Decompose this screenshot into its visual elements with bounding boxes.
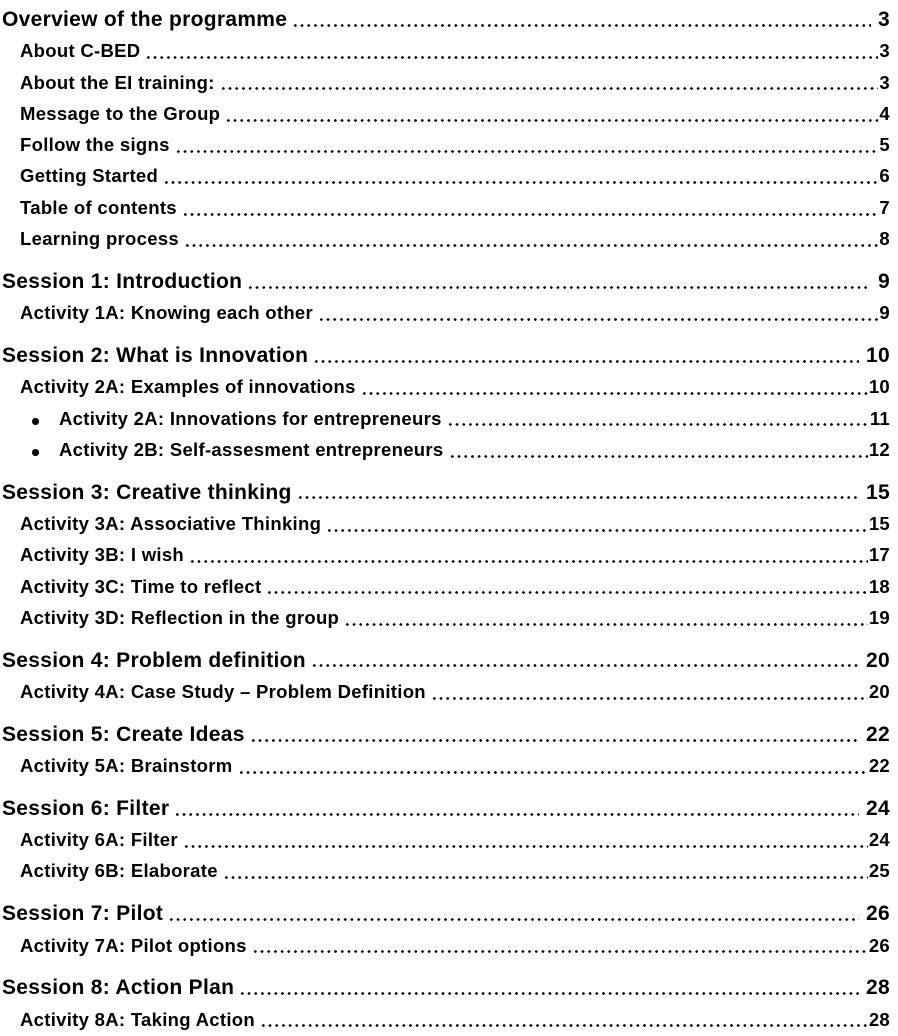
- toc-entry-row[interactable]: [2, 719, 890, 750]
- toc-entry-row[interactable]: [2, 297, 890, 328]
- toc-entry-label: Session 5: Create Ideas: [2, 722, 245, 746]
- toc-entry-page-number: 6: [879, 165, 890, 187]
- toc-entry-label: Table of contents: [20, 196, 177, 218]
- toc-entry-page-number: 20: [868, 680, 890, 702]
- toc-entry-row[interactable]: [2, 824, 890, 855]
- toc-entry-row[interactable]: [2, 371, 890, 402]
- toc-entry-label: Session 7: Pilot: [2, 902, 164, 926]
- toc-entry-label: Session 4: Problem definition: [2, 648, 306, 672]
- toc-entry-page-number: 28: [868, 1008, 890, 1030]
- dot-leader: [318, 318, 878, 321]
- toc-entry-page-number: 26: [868, 934, 890, 956]
- toc-entry-label: Activity 3B: I wish: [20, 544, 185, 566]
- dot-leader: [297, 496, 859, 499]
- toc-entry-page-number: 15: [866, 480, 890, 504]
- toc-entry-label: Activity 3C: Time to reflect: [20, 575, 262, 597]
- toc-entry-row[interactable]: [2, 434, 890, 465]
- toc-entry-page-number: 24: [866, 796, 890, 820]
- dot-leader: [225, 119, 878, 122]
- toc-entry-row[interactable]: [2, 571, 890, 602]
- toc-entry-page-number: 10: [868, 376, 890, 398]
- toc-entry-page-number: 3: [879, 71, 890, 93]
- dot-leader: [183, 845, 868, 848]
- toc-entry-row[interactable]: [2, 403, 890, 434]
- toc-entry-label: Activity 2A: Innovations for entrepreneurs: [59, 407, 442, 429]
- toc-entry-label: Activity 7A: Pilot options: [20, 934, 247, 956]
- toc-entry-page-number: 24: [868, 829, 890, 851]
- toc-entry-page-number: 9: [879, 302, 890, 324]
- dot-leader: [313, 360, 859, 363]
- toc-entry-page-number: 17: [868, 544, 890, 566]
- toc-entry-label: Session 3: Creative thinking: [2, 480, 292, 504]
- toc-entry-page-number: 3: [878, 8, 890, 31]
- dot-leader: [189, 560, 868, 563]
- toc-entry-page-number: 25: [868, 860, 890, 882]
- toc-entry-row[interactable]: [2, 98, 890, 129]
- dot-leader: [223, 876, 868, 879]
- dot-leader: [292, 24, 871, 27]
- dot-leader: [247, 286, 871, 289]
- dot-leader: [239, 992, 859, 995]
- dot-leader: [449, 455, 868, 458]
- bullet-icon: [32, 403, 59, 434]
- toc-page: [2, 4, 890, 1035]
- toc-entry-label: Session 2: What is Innovation: [2, 343, 309, 367]
- dot-leader: [266, 591, 867, 594]
- toc-entry-page-number: 10: [866, 343, 890, 367]
- toc-entry-row[interactable]: [2, 160, 890, 191]
- toc-entry-label: About the EI training:: [20, 71, 215, 93]
- dot-leader: [184, 244, 878, 247]
- toc-entry-page-number: 8: [879, 228, 890, 250]
- toc-entry-row[interactable]: [2, 129, 890, 160]
- toc-entry-page-number: 12: [868, 438, 890, 460]
- toc-entry-row[interactable]: [2, 266, 890, 297]
- toc-entry-page-number: 5: [879, 134, 890, 156]
- toc-entry-row[interactable]: [2, 340, 890, 371]
- toc-entry-row[interactable]: [2, 35, 890, 66]
- toc-entry-row[interactable]: [2, 67, 890, 98]
- toc-entry-label: Session 1: Introduction: [2, 269, 243, 293]
- toc-entry-row[interactable]: [2, 676, 890, 707]
- toc-entry-label: Activity 2A: Examples of innovations: [20, 376, 356, 398]
- dot-leader: [252, 950, 868, 953]
- toc-entry-row[interactable]: [2, 602, 890, 633]
- dot-leader: [447, 423, 869, 426]
- toc-entry-row[interactable]: [2, 1004, 890, 1035]
- dot-leader: [344, 623, 868, 626]
- dot-leader: [250, 739, 859, 742]
- toc-entry-row[interactable]: [2, 477, 890, 508]
- dot-leader: [163, 181, 878, 184]
- toc-entry-label: Activity 3D: Reflection in the group: [20, 606, 340, 628]
- toc-entry-page-number: 22: [868, 755, 890, 777]
- dot-leader: [175, 150, 879, 153]
- dot-leader: [238, 771, 868, 774]
- dot-leader: [311, 664, 859, 667]
- toc-entry-row[interactable]: [2, 898, 890, 929]
- dot-leader: [260, 1024, 868, 1027]
- toc-entry-row[interactable]: [2, 4, 890, 35]
- toc-entry-page-number: 26: [866, 902, 890, 926]
- toc-entry-page-number: 18: [868, 575, 890, 597]
- toc-entry-label: Getting Started: [20, 165, 159, 187]
- toc-entry-label: Activity 8A: Taking Action: [20, 1008, 255, 1030]
- toc-entry-page-number: 11: [869, 407, 890, 429]
- toc-entry-row[interactable]: [2, 192, 890, 223]
- dot-leader: [361, 392, 868, 395]
- dot-leader: [174, 813, 859, 816]
- toc-entry-page-number: 4: [879, 102, 890, 124]
- toc-entry-row[interactable]: [2, 930, 890, 961]
- toc-entry-label: Activity 3A: Associative Thinking: [20, 512, 322, 534]
- dot-leader: [182, 213, 879, 216]
- toc-entry-label: Activity 2B: Self-assesment entrepreneurs: [59, 438, 444, 460]
- toc-entry-page-number: 7: [879, 196, 890, 218]
- toc-entry-label: Activity 6B: Elaborate: [20, 860, 218, 882]
- toc-entry-label: Session 6: Filter: [2, 796, 170, 820]
- dot-leader: [431, 697, 868, 700]
- dot-leader: [326, 529, 868, 532]
- toc-list: [2, 4, 890, 1035]
- toc-entry-row[interactable]: [2, 855, 890, 886]
- toc-entry-page-number: 22: [866, 722, 890, 746]
- toc-entry-page-number: 3: [879, 40, 890, 62]
- toc-entry-row[interactable]: [2, 539, 890, 570]
- toc-entry-label: Follow the signs: [20, 134, 170, 156]
- toc-entry-page-number: 15: [868, 512, 890, 534]
- toc-entry-label: Learning process: [20, 228, 180, 250]
- toc-entry-label: Overview of the programme: [2, 8, 288, 31]
- dot-leader: [220, 87, 879, 90]
- dot-leader: [145, 56, 878, 59]
- toc-entry-label: Activity 4A: Case Study – Problem Definition: [20, 680, 426, 702]
- toc-entry-label: Message to the Group: [20, 102, 221, 124]
- toc-entry-page-number: 28: [866, 976, 890, 1000]
- toc-entry-row[interactable]: [2, 793, 890, 824]
- toc-entry-row[interactable]: [2, 750, 890, 781]
- dot-leader: [168, 918, 859, 921]
- toc-entry-page-number: 19: [868, 606, 890, 628]
- toc-entry-row[interactable]: [2, 223, 890, 254]
- toc-entry-label: About C-BED: [20, 40, 141, 62]
- toc-entry-row[interactable]: [2, 972, 890, 1003]
- toc-entry-page-number: 20: [866, 648, 890, 672]
- toc-entry-label: Session 8: Action Plan: [2, 976, 235, 1000]
- bullet-icon: [32, 434, 59, 465]
- toc-entry-label: Activity 1A: Knowing each other: [20, 302, 314, 324]
- toc-entry-row[interactable]: [2, 508, 890, 539]
- toc-entry-label: Activity 5A: Brainstorm: [20, 755, 233, 777]
- toc-entry-row[interactable]: [2, 645, 890, 676]
- toc-entry-label: Activity 6A: Filter: [20, 829, 178, 851]
- toc-entry-page-number: 9: [878, 269, 890, 293]
